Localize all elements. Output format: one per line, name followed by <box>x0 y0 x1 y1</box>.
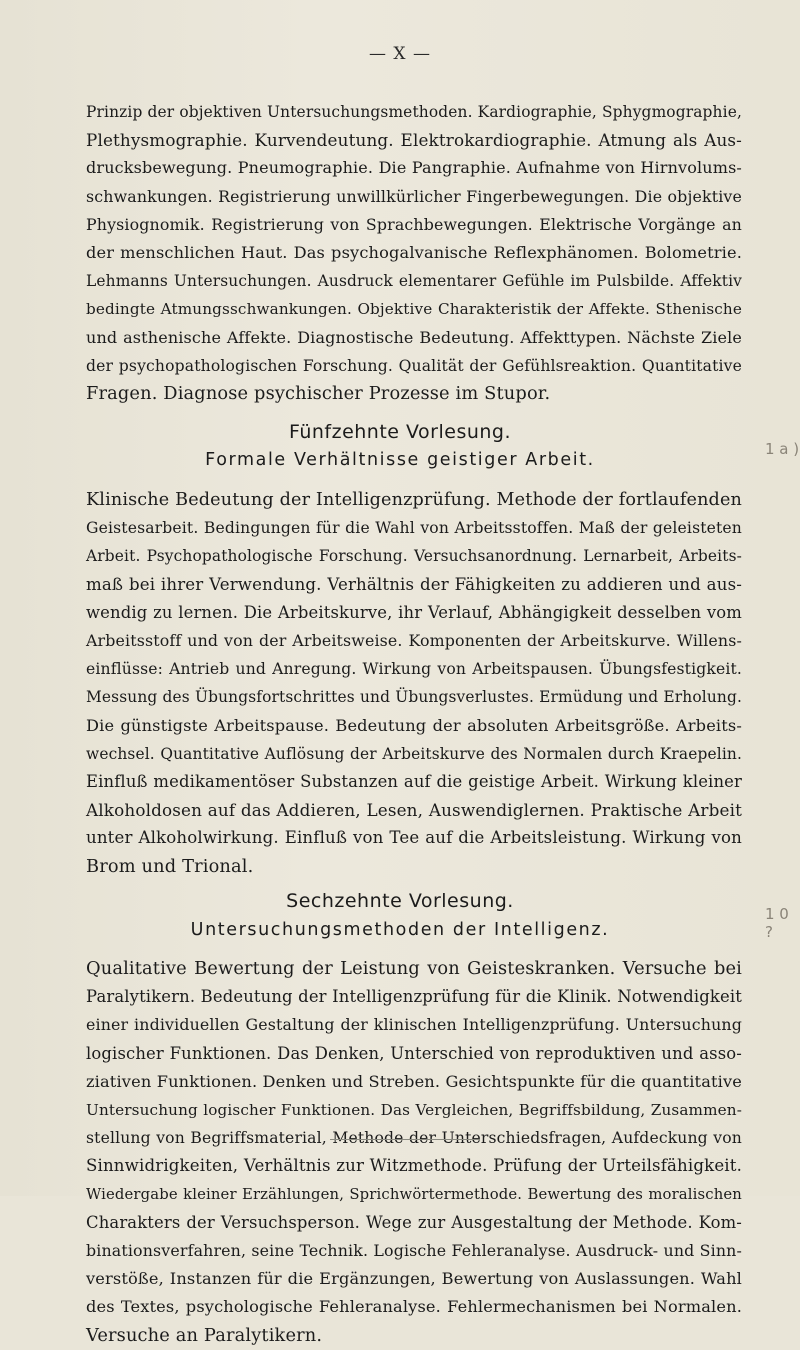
text-line: logischer Funktionen. Das Denken, Unterschied von reproduktiven und asso- <box>86 1043 742 1063</box>
text-line: schwankungen. Registrierung unwillkürlicher Fingerbewegungen. Die objektive <box>86 186 742 206</box>
text-line: stellung von Begriffsmaterial, Methode der Unterschiedsfragen, Aufdeckung von <box>86 1129 742 1148</box>
text-line: Lehmanns Untersuchungen. Ausdruck elementarer Gefühle im Pulsbilde. Affektiv <box>86 272 742 291</box>
text-line: Versuche an Paralytikern. <box>86 1324 323 1346</box>
lecture-15-title: Fünfzehnte Vorlesung. <box>288 421 512 443</box>
lecture-16-title: Sechzehnte Vorlesung. <box>286 890 514 912</box>
text-line: Die günstigste Arbeitspause. Bedeutung der absoluten Arbeitsgröße. Arbeits- <box>86 715 742 735</box>
text-line: ziativen Funktionen. Denken und Streben. Gesichtspunkte für die quantitative <box>86 1071 742 1091</box>
lecture-16-summary <box>86 955 742 1350</box>
lecture-16-subtitle: Untersuchungsmethoden der Intelligenz. <box>190 920 610 940</box>
text-line: binationsverfahren, seine Technik. Logische Fehleranalyse. Ausdruck- und Sinn- <box>86 1241 742 1261</box>
text-line: Messung des Übungsfortschrittes und Übungsverlustes. Ermüdung und Erholung. <box>86 688 742 707</box>
text-line: Klinische Bedeutung der Intelligenzprüfung. Methode der fortlaufenden <box>86 490 742 510</box>
text-line: Einfluß medikamentöser Substanzen auf die geistige Arbeit. Wirkung kleiner <box>86 772 742 792</box>
text-line: des Textes, psychologische Fehleranalyse. Fehlermechanismen bei Normalen. <box>86 1297 742 1317</box>
text-line: Untersuchung logischer Funktionen. Das Vergleichen, Begriffsbildung, Zusammen- <box>86 1101 742 1120</box>
text-line: Wiedergabe kleiner Erzählungen, Sprichwörtermethode. Bewertung des moralischen <box>86 1185 742 1203</box>
text-line: Brom und Trional. <box>86 855 254 877</box>
text-line: Arbeit. Psychopathologische Forschung. Versuchsanordnung. Lernarbeit, Arbeits- <box>86 547 742 566</box>
margin-annotation-2: 1 0 ? <box>765 905 789 941</box>
page-header-marker: — X — <box>369 44 431 64</box>
text-line: der menschlichen Haut. Das psychogalvanische Reflexphänomen. Bolometrie. <box>86 243 742 263</box>
section-end-rule <box>330 1139 480 1140</box>
text-line: einer individuellen Gestaltung der klinischen Intelligenzprüfung. Untersuchung <box>86 1015 742 1035</box>
text-line: wendig zu lernen. Die Arbeitskurve, ihr Verlauf, Abhängigkeit desselben vom <box>86 602 742 622</box>
text-line: Qualitative Bewertung der Leistung von Geisteskranken. Versuche bei <box>86 958 742 979</box>
margin-annotation-1: 1 a ) <box>765 440 800 458</box>
text-line: einflüsse: Antrieb und Anregung. Wirkung von Arbeitspausen. Übungsfestigkeit. <box>86 660 742 679</box>
text-line: Arbeitsstoff und von der Arbeitsweise. Komponenten der Arbeitskurve. Willens- <box>86 631 742 651</box>
text-line: wechsel. Quantitative Auflösung der Arbeitskurve des Normalen durch Kraepelin. <box>86 744 742 763</box>
text-line: maß bei ihrer Verwendung. Verhältnis der Fähigkeiten zu addieren und aus- <box>86 574 742 594</box>
text-line: Geistesarbeit. Bedingungen für die Wahl von Arbeitsstoffen. Maß der geleisteten <box>86 519 742 538</box>
text-line: und asthenische Affekte. Diagnostische Bedeutung. Affekttypen. Nächste Ziele <box>86 327 742 347</box>
text-line: bedingte Atmungsschwankungen. Objektive Charakteristik der Affekte. Sthenische <box>86 300 742 319</box>
text-line: Plethysmographie. Kurvendeutung. Elektrokardiographie. Atmung als Aus- <box>86 130 742 151</box>
text-line: Physiognomik. Registrierung von Sprachbewegungen. Elektrische Vorgänge an <box>86 214 742 234</box>
intro-paragraph <box>86 98 742 408</box>
lecture-15-summary <box>86 486 742 881</box>
text-line: Fragen. Diagnose psychischer Prozesse im Stupor. <box>86 383 551 405</box>
text-line: drucksbewegung. Pneumographie. Die Pangraphie. Aufnahme von Hirnvolums- <box>86 158 742 178</box>
text-line: Charakters der Versuchsperson. Wege zur Ausgestaltung der Methode. Kom- <box>86 1212 742 1232</box>
text-line: der psychopathologischen Forschung. Qualität der Gefühlsreaktion. Quantitative <box>86 356 742 375</box>
text-line: verstöße, Instanzen für die Ergänzungen, Bewertung von Auslassungen. Wahl <box>86 1269 742 1289</box>
text-line: Prinzip der objektiven Untersuchungsmethoden. Kardiographie, Sphygmographie, <box>86 103 742 121</box>
text-line: Sinnwidrigkeiten, Verhältnis zur Witzmethode. Prüfung der Urteilsfähigkeit. <box>86 1156 742 1176</box>
lecture-15-subtitle: Formale Verhältnisse geistiger Arbeit. <box>205 450 595 470</box>
text-line: Paralytikern. Bedeutung der Intelligenzprüfung für die Klinik. Notwendigkeit <box>86 987 742 1007</box>
text-line: unter Alkoholwirkung. Einfluß von Tee auf die Arbeitsleistung. Wirkung von <box>86 828 742 848</box>
text-line: Alkoholdosen auf das Addieren, Lesen, Auswendiglernen. Praktische Arbeit <box>86 800 742 821</box>
